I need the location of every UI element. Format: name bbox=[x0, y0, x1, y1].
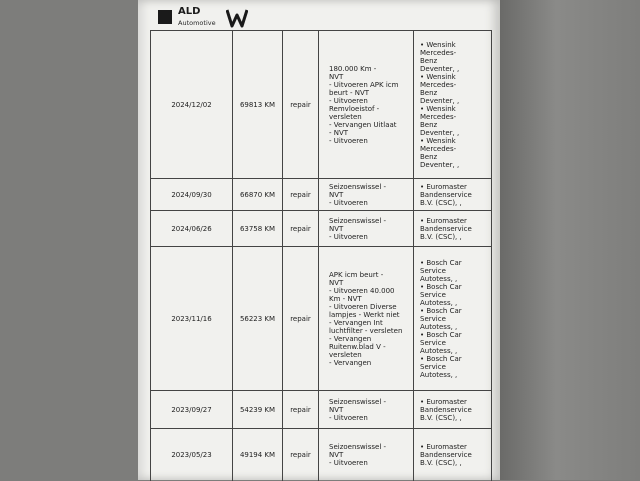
mileage-cell: 69813 KM bbox=[232, 31, 282, 179]
type-cell: repair bbox=[282, 429, 318, 481]
workshop-cell: • Euromaster Bandenservice B.V. (CSC), , bbox=[413, 211, 492, 247]
date-cell: 2024/06/26 bbox=[150, 211, 232, 247]
document-header bbox=[158, 4, 358, 30]
workshop-cell: • Euromaster Bandenservice B.V. (CSC), , bbox=[413, 429, 492, 481]
date-cell: 2023/11/16 bbox=[150, 247, 232, 391]
table-row bbox=[150, 246, 492, 391]
description-cell: Seizoenswissel - NVT - Uitvoeren bbox=[318, 179, 413, 211]
mileage-cell: 66870 KM bbox=[232, 179, 282, 211]
mileage-cell: 63758 KM bbox=[232, 211, 282, 247]
type-cell: repair bbox=[282, 179, 318, 211]
date-cell: 2023/05/23 bbox=[150, 429, 232, 481]
table-row bbox=[150, 30, 492, 179]
description-cell: Seizoenswissel - NVT - Uitvoeren bbox=[318, 211, 413, 247]
type-cell: repair bbox=[282, 247, 318, 391]
table-row bbox=[150, 428, 492, 481]
mileage-cell: 49194 KM bbox=[232, 429, 282, 481]
maintenance-table bbox=[150, 28, 492, 480]
ald-logo-icon bbox=[158, 10, 172, 24]
table-row bbox=[150, 178, 492, 211]
background-surface bbox=[500, 0, 640, 480]
workshop-cell: • Bosch Car Service Autotess, , • Bosch Car Service Autotess, , • Bosch Car Service Autotess, , • Bosch Car Service Autotess, , • Bosch Car Service Autotess, , bbox=[413, 247, 492, 391]
vw-logo-icon bbox=[226, 7, 248, 29]
description-cell: Seizoenswissel - NVT - Uitvoeren bbox=[318, 391, 413, 429]
type-cell: repair bbox=[282, 31, 318, 179]
ald-brand-name: ALD bbox=[178, 6, 201, 17]
type-cell: repair bbox=[282, 211, 318, 247]
table-row bbox=[150, 210, 492, 247]
date-cell: 2024/12/02 bbox=[150, 31, 232, 179]
mileage-cell: 56223 KM bbox=[232, 247, 282, 391]
workshop-cell: • Wensink Mercedes- Benz Deventer, , • Wensink Mercedes- Benz Deventer, , • Wensink Mercedes- Benz Deventer, , • Wensink Mercedes- Benz Deventer, , bbox=[413, 31, 492, 179]
description-cell: 180.000 Km - NVT - Uitvoeren APK icm beurt - NVT - Uitvoeren Remvloeistof - versleten - Vervangen Uitlaat - NVT - Uitvoeren bbox=[318, 31, 413, 179]
workshop-cell: • Euromaster Bandenservice B.V. (CSC), , bbox=[413, 391, 492, 429]
type-cell: repair bbox=[282, 391, 318, 429]
description-cell: APK icm beurt - NVT - Uitvoeren 40.000 Km - NVT - Uitvoeren Diverse lampjes - Werkt niet - Vervangen Int luchtfilter - versleten - Vervangen Ruitenw.blad V - versleten - Vervangen bbox=[318, 247, 413, 391]
ald-brand-subtitle: Automotive bbox=[178, 19, 216, 27]
workshop-cell: • Euromaster Bandenservice B.V. (CSC), , bbox=[413, 179, 492, 211]
date-cell: 2023/09/27 bbox=[150, 391, 232, 429]
table-row bbox=[150, 390, 492, 429]
date-cell: 2024/09/30 bbox=[150, 179, 232, 211]
description-cell: Seizoenswissel - NVT - Uitvoeren bbox=[318, 429, 413, 481]
mileage-cell: 54239 KM bbox=[232, 391, 282, 429]
